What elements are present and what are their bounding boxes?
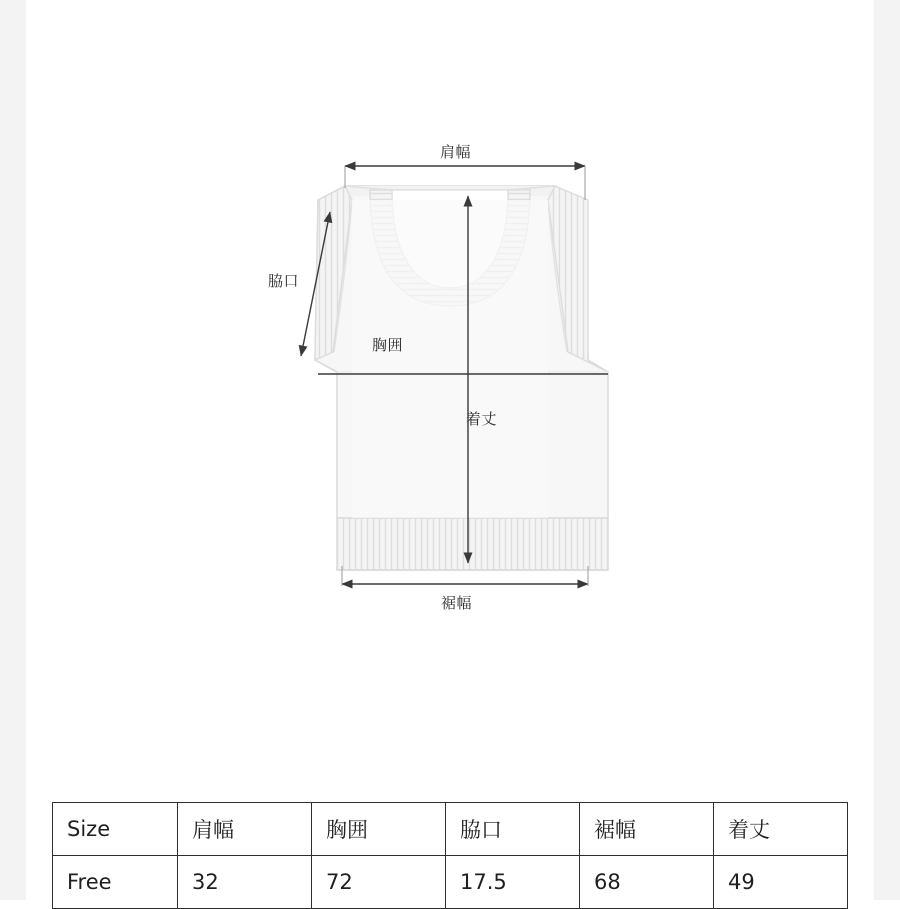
- cell-chest: 72: [312, 856, 446, 909]
- label-chest: 胸囲: [372, 336, 404, 354]
- cell-armhole: 17.5: [446, 856, 580, 909]
- garment-shape: [315, 186, 608, 570]
- cell-size: Free: [53, 856, 178, 909]
- cell-shoulder-width: 32: [178, 856, 312, 909]
- table-row: [53, 856, 848, 909]
- column-header-armhole: 脇口: [446, 803, 580, 856]
- column-header-hem-width: 裾幅: [580, 803, 714, 856]
- label-shoulder-width: 肩幅: [440, 143, 472, 161]
- table-header-row: [53, 803, 848, 856]
- cell-body-length: 49: [714, 856, 848, 909]
- label-armhole: 脇口: [268, 272, 300, 290]
- label-hem-width: 裾幅: [441, 594, 473, 612]
- column-header-chest: 胸囲: [312, 803, 446, 856]
- column-header-size: Size: [53, 803, 178, 856]
- column-header-shoulder-width: 肩幅: [178, 803, 312, 856]
- label-body-length: 着丈: [466, 410, 498, 428]
- cell-hem-width: 68: [580, 856, 714, 909]
- size-spec-table: [52, 802, 848, 909]
- column-header-body-length: 着丈: [714, 803, 848, 856]
